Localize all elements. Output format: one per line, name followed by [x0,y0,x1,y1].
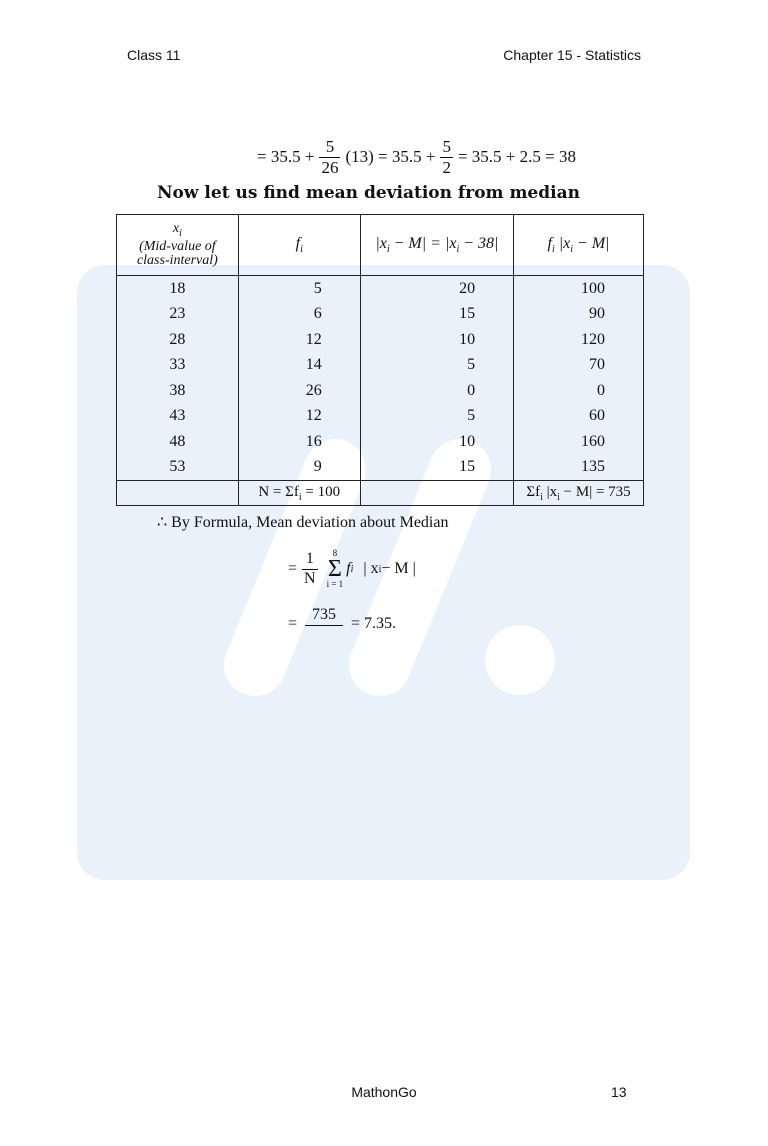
table-cell: 43 [117,404,239,430]
table-cell: 28 [117,327,239,353]
table-cell: 135 [514,455,644,481]
section-heading: Now let us find mean deviation from median [157,183,580,203]
header-fi-abs-dev: $f_i$ $|x_i - M|$ [514,215,644,276]
fraction-1-n: $\frac{1}{N}$ [304,549,316,587]
table-cell: 15 [360,302,513,328]
table-cell: 90 [514,302,644,328]
table-row [117,327,644,353]
table-cell: 160 [514,429,644,455]
total-blank-2 [360,481,513,506]
fraction-5-2: $\frac{5}{2}$ [442,136,451,177]
table-cell: 26 [238,378,360,404]
header-fi: $f_i$ [238,215,360,276]
header-class: Class 11 [127,47,181,63]
mean-deviation-table [116,214,644,506]
table-cell: 120 [514,327,644,353]
table-row [117,302,644,328]
table-cell: 5 [238,276,360,302]
table-cell: 0 [360,378,513,404]
table-row [117,353,644,379]
eq-part-1: = 35.5 + [257,147,315,166]
result-equation: = 735 = 7.35. [288,604,396,644]
table-cell: 12 [238,404,360,430]
table-cell: 15 [360,455,513,481]
table-cell: 20 [360,276,513,302]
table-cell: 10 [360,429,513,455]
table-cell: 70 [514,353,644,379]
table-cell: 9 [238,455,360,481]
table-cell: 10 [360,327,513,353]
table-cell: 53 [117,455,239,481]
total-n: $N = \Sigma f_i = 100$ [238,481,360,506]
table-cell: 14 [238,353,360,379]
table-cell: 5 [360,404,513,430]
table-row [117,276,644,302]
header-chapter: Chapter 15 - Statistics [503,47,641,63]
total-blank-1 [117,481,239,506]
table-cell: 12 [238,327,360,353]
table-cell: 23 [117,302,239,328]
table-cell: 48 [117,429,239,455]
header-abs-dev: $|x_i - M| = |x_i - 38|$ [360,215,513,276]
summation-icon: 8 Σ i = 1 [326,548,344,589]
table-row [117,455,644,481]
header-xi: $x_i$ (Mid-value of class-interval) [117,215,239,276]
total-sum: $\Sigma f_i$ $|x_i - M| = 735$ [514,481,644,506]
fraction-735: 735 [305,607,343,641]
table-row [117,429,644,455]
table-row [117,404,644,430]
table-row [117,378,644,404]
table-cell: 16 [238,429,360,455]
table-cell: 0 [514,378,644,404]
table-cell: 18 [117,276,239,302]
table-cell: 100 [514,276,644,302]
footer-brand: MathonGo [351,1084,417,1100]
median-equation [257,134,576,180]
eq-part-2: (13) = 35.5 + [345,147,436,166]
formula-intro: ∴ By Formula, Mean deviation about Median [157,514,449,531]
table-total-row [117,481,644,506]
table-cell: 33 [117,353,239,379]
table-cell: 60 [514,404,644,430]
fraction-5-26: $\frac{5}{26}$ [321,136,339,177]
table-header-row [117,215,644,276]
mean-deviation-formula: = $\frac{1}{N}$ 8 Σ i = 1 f i | x i − M | [288,548,416,589]
table-cell: 5 [360,353,513,379]
table-cell: 38 [117,378,239,404]
page-number: 13 [611,1084,627,1100]
table-cell: 6 [238,302,360,328]
eq-part-3: = 35.5 + 2.5 = 38 [457,147,576,166]
